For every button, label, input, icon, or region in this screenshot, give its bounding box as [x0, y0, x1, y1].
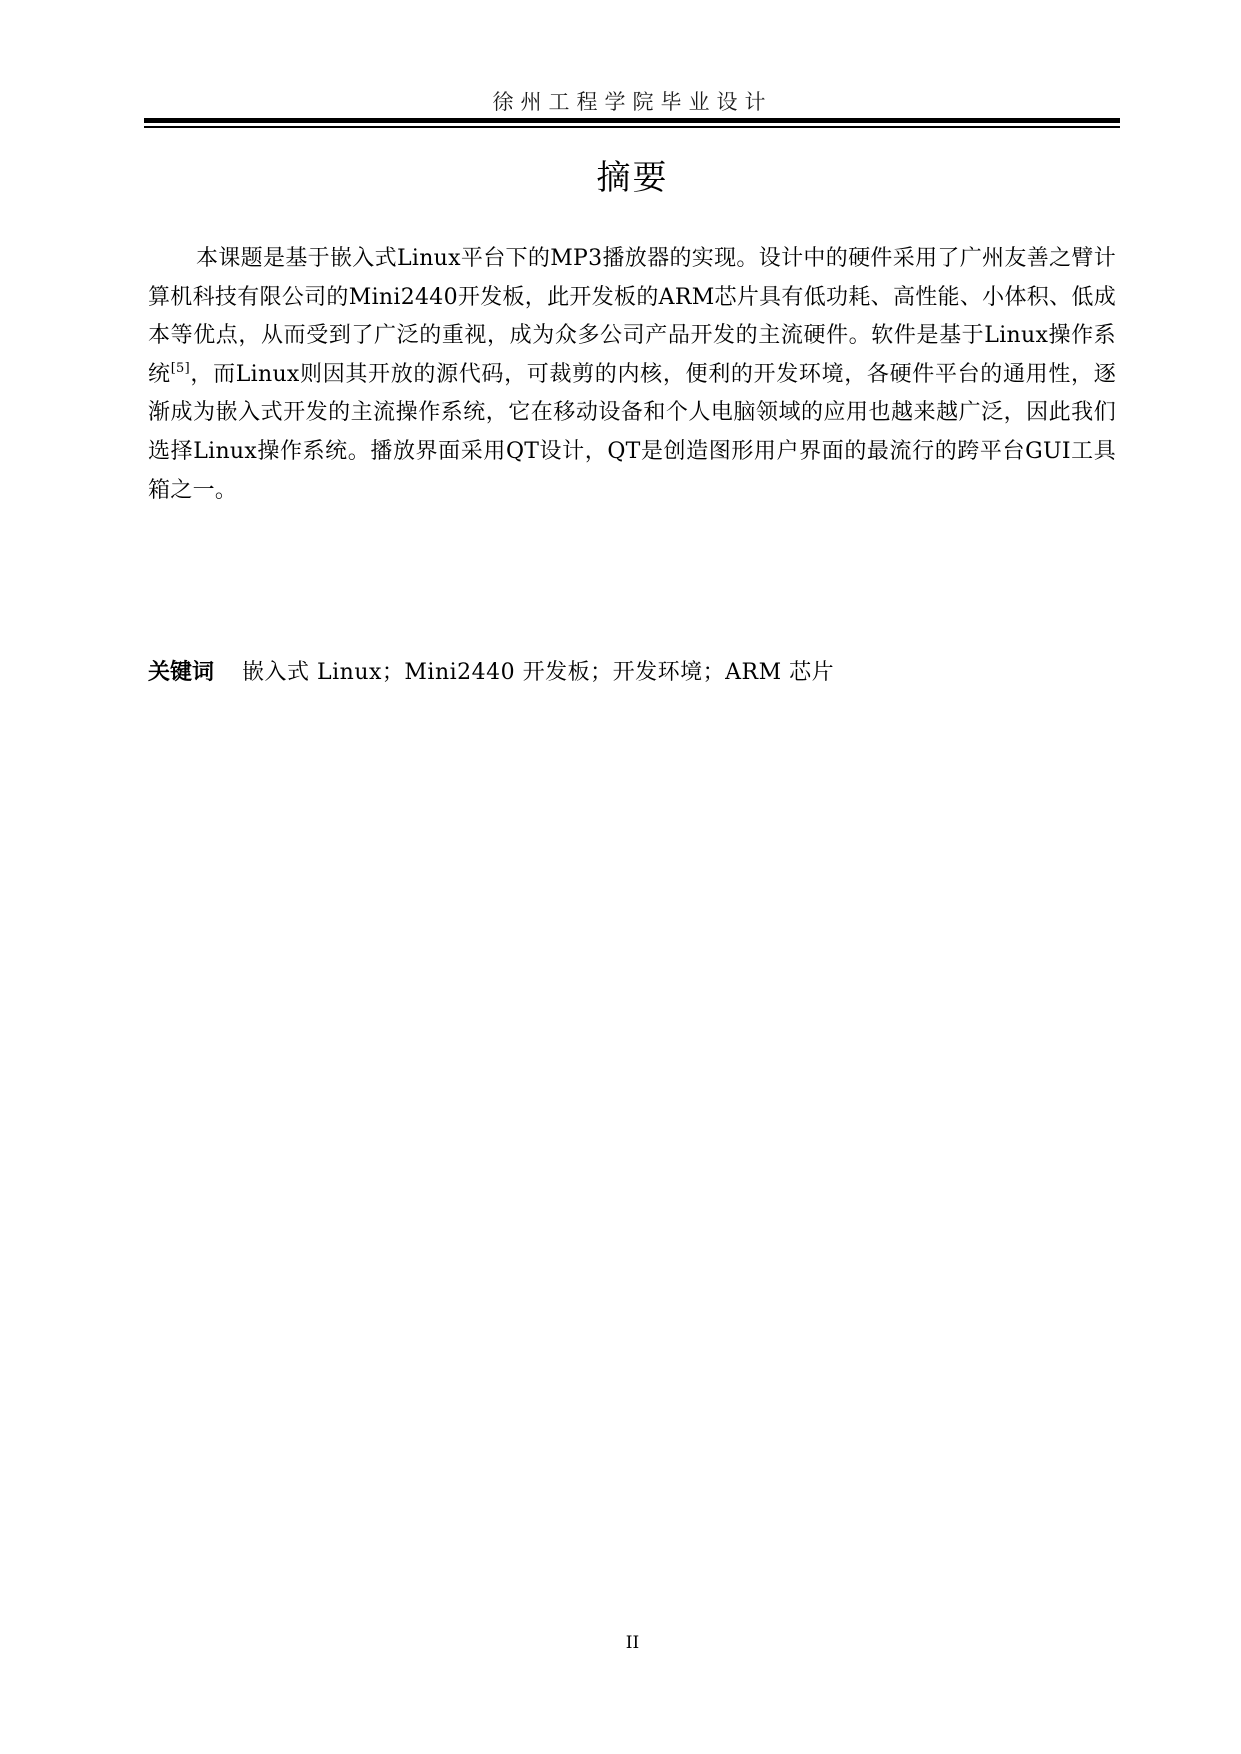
section-title: 摘要	[596, 158, 669, 198]
keywords-text: 嵌入式 Linux；Mini2440 开发板；开发环境；ARM 芯片	[242, 660, 835, 685]
abstract-text-part-2: ，而Linux则因其开放的源代码，可裁剪的内核，便利的开发环境，各硬件平台的通用性，逐渐成为嵌入式开发的主流操作系统，它在移动设备和个人电脑领域的应用也越来越广泛，因此我们选择Linux操作系统。播放界面采用QT设计，QT是创造图形用户界面的最流行的跨平台GUI工具箱之一。	[148, 361, 1116, 503]
header-rule-thick	[144, 118, 1120, 123]
page-number: II	[625, 1633, 640, 1653]
abstract-text-part-1: 本课题是基于嵌入式Linux平台下的MP3播放器的实现。设计中的硬件采用了广州友善之臂计算机科技有限公司的Mini2440开发板，此开发板的ARM芯片具有低功耗、高性能、小体积、低成本等优点，从而受到了广泛的重视，成为众多公司产品开发的主流硬件。软件是基于Linux操作系统	[148, 246, 1116, 387]
keywords-label: 关键词	[148, 660, 215, 685]
header-rule-thin	[144, 126, 1120, 128]
keywords-line	[148, 658, 1116, 688]
abstract-paragraph	[148, 240, 1116, 510]
citation-reference[interactable]: [5]	[170, 360, 191, 376]
running-header: 徐州工程学院毕业设计	[492, 90, 773, 114]
